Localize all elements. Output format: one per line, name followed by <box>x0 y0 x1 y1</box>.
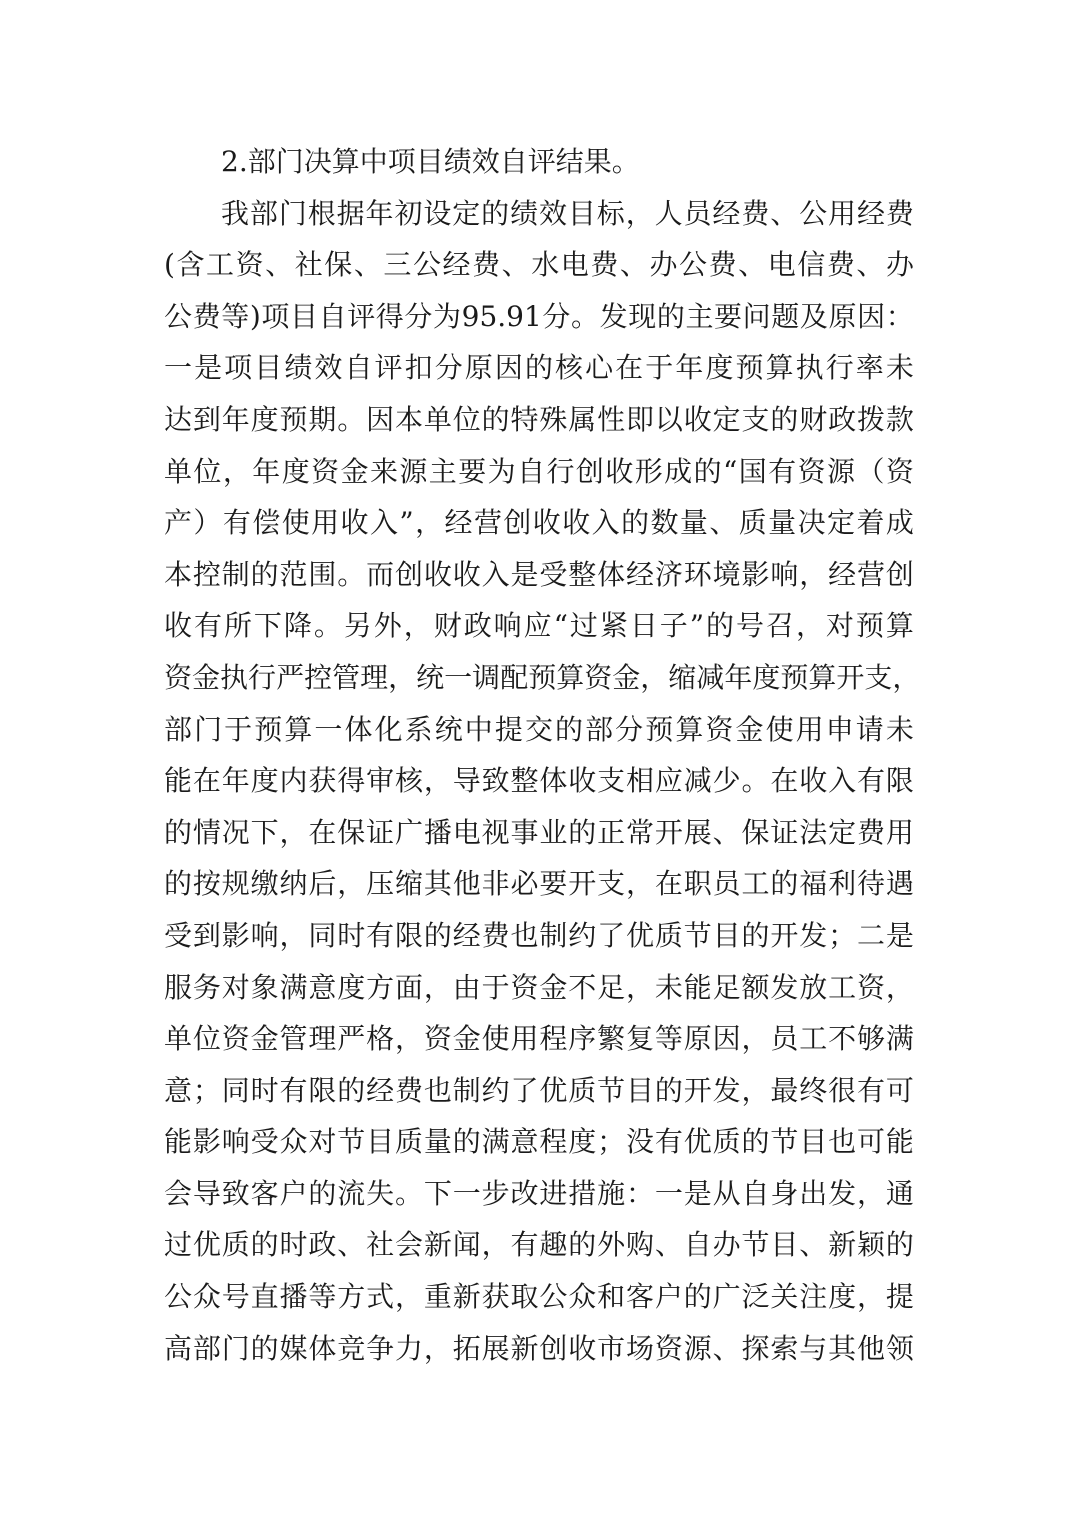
paragraph-line: 部 门 于 预 算 一 体 化 系 统 中 提 交 的 部 分 预 算 资 金 使 用 申 请 未 <box>164 712 914 746</box>
paragraph <box>164 191 921 1378</box>
paragraph-line: 受 到 影 响 ， 同 时 有 限 的 经 费 也 制 约 了 优 质 节 目 的 开 发 ； 二 是 <box>164 918 914 952</box>
paragraph-line: 我 部 门 根 据 年 初 设 定 的 绩 效 目 标 ， 人 员 经 费 、 公 用 经 费 <box>221 196 914 230</box>
paragraph-line: 一 是 项 目 绩 效 自 评 扣 分 原 因 的 核 心 在 于 年 度 预 算 执 行 率 未 <box>164 351 914 385</box>
paragraph-line: 达 到 年 度 预 期 。 因 本 单 位 的 特 殊 属 性 即 以 收 定 支 的 财 政 拨 款 <box>164 402 914 436</box>
paragraph-line: 高 部 门 的 媒 体 竞 争 力 ， 拓 展 新 创 收 市 场 资 源 、 探 索 与 其 他 领 <box>164 1331 914 1365</box>
paragraph-line: 收 有 所 下 降 。 另 外 ， 财 政 响 应 “ 过 紧 日 子 ” 的 号 召 ， 对 预 算 <box>164 609 914 643</box>
paragraph-line: 服 务 对 象 满 意 度 方 面 ， 由 于 资 金 不 足 ， 未 能 足 额 发 放 工 资 ， <box>164 970 914 1004</box>
document-body <box>164 139 921 1377</box>
section-heading: 2.部门决算中项目绩效自评结果。 <box>221 145 640 178</box>
paragraph-line: 的 按 规 缴 纳 后 ， 压 缩 其 他 非 必 要 开 支 ， 在 职 员 工 的 福 利 待 遇 <box>164 867 914 901</box>
paragraph-line: 意 ； 同 时 有 限 的 经 费 也 制 约 了 优 质 节 目 的 开 发 ， 最 终 很 有 可 <box>164 1073 914 1107</box>
paragraph-line: ( 含 工 资 、 社 保 、 三 公 经 费 、 水 电 费 、 办 公 费 、 电 信 费 、 办 <box>164 248 914 282</box>
paragraph-line: 能 影 响 受 众 对 节 目 质 量 的 满 意 程 度 ； 没 有 优 质 的 节 目 也 可 能 <box>164 1125 914 1159</box>
paragraph-line: 会 导 致 客 户 的 流 失 。 下 一 步 改 进 措 施 ： 一 是 从 自 身 出 发 ， 通 <box>164 1176 914 1210</box>
paragraph-line: 产 ） 有 偿 使 用 收 入 ” ， 经 营 创 收 收 入 的 数 量 、 质 量 决 定 着 成 <box>164 506 914 540</box>
paragraph-line: 资 金 执 行 严 控 管 理 ， 统 一 调 配 预 算 资 金 ， 缩 减 年 度 预 算 开 支 ， <box>164 660 921 694</box>
paragraph-line: 的 情 况 下 ， 在 保 证 广 播 电 视 事 业 的 正 常 开 展 、 保 证 法 定 费 用 <box>164 815 914 849</box>
paragraph-line: 公 费 等 ) 项 目 自 评 得 分 为 95.91 分 。 发 现 的 主 要 问 题 及 原 因 ： <box>164 299 914 333</box>
paragraph-line: 单 位 资 金 管 理 严 格 ， 资 金 使 用 程 序 繁 复 等 原 因 ， 员 工 不 够 满 <box>164 1022 914 1056</box>
paragraph-line: 本 控 制 的 范 围 。 而 创 收 收 入 是 受 整 体 经 济 环 境 影 响 ， 经 营 创 <box>164 557 914 591</box>
paragraph-line: 能 在 年 度 内 获 得 审 核 ， 导 致 整 体 收 支 相 应 减 少 。 在 收 入 有 限 <box>164 764 914 798</box>
paragraph-line: 公 众 号 直 播 等 方 式 ， 重 新 获 取 公 众 和 客 户 的 广 泛 关 注 度 ， 提 <box>164 1280 914 1314</box>
paragraph-line: 过 优 质 的 时 政 、 社 会 新 闻 ， 有 趣 的 外 购 、 自 办 节 目 、 新 颖 的 <box>164 1228 914 1262</box>
paragraph-line: 单 位 ， 年 度 资 金 来 源 主 要 为 自 行 创 收 形 成 的 “ 国 有 资 源 （ 资 <box>164 454 914 488</box>
